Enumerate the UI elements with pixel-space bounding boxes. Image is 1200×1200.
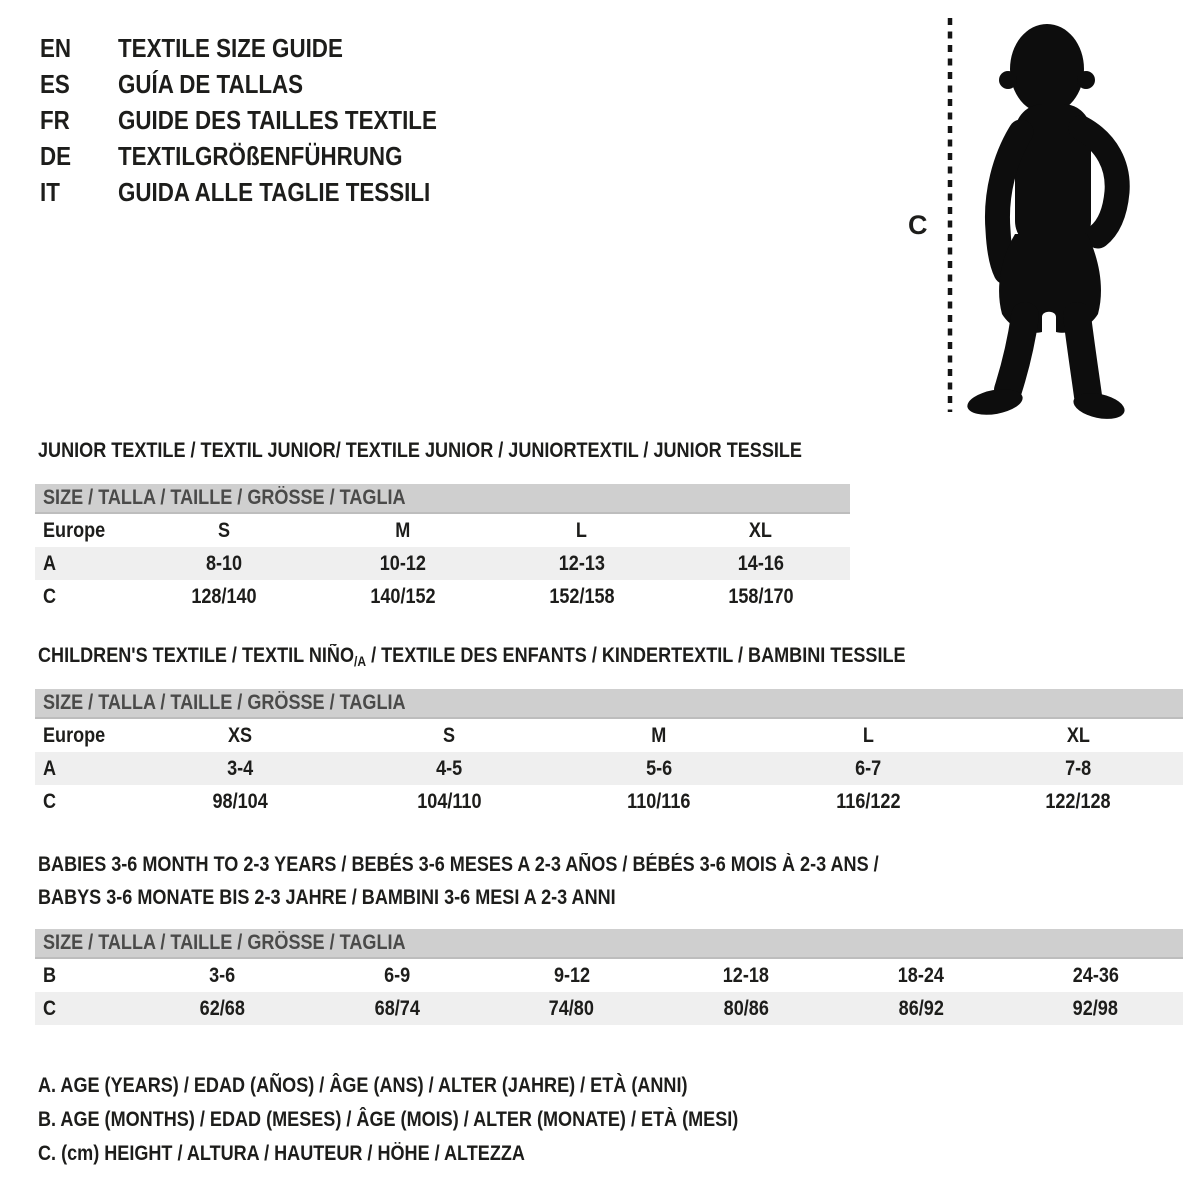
section-title-text: CHILDREN'S TEXTILE / TEXTIL $NIÑO_{/A}$ / TEXTILE DES ENFANTS / KINDERTEXTIL / BAMBINI TESSILE [38,644,906,669]
height-cell: 74/80 [549,996,595,1020]
table-row-age [35,547,850,580]
row-label: C [43,996,57,1020]
size-cell: S [443,723,456,747]
size-cell: L [576,518,588,542]
table-header-text: SIZE / TALLA / TAILLE / GRÖSSE / TAGLIA [43,931,406,954]
age-cell: 8-10 [206,551,243,575]
height-cell: 122/128 [1045,789,1111,813]
table-row-height [35,785,1183,818]
height-cell: 104/110 [417,789,482,813]
height-cell: 158/170 [727,584,794,608]
table-header-text: SIZE / TALLA / TAILLE / GRÖSSE / TAGLIA [43,486,406,509]
age-cell: 12-18 [723,963,770,987]
toddler-silhouette-icon [965,24,1127,420]
age-cell: 10-12 [380,551,427,575]
guide-title: TEXTILGRÖßENFÜHRUNG [118,140,403,171]
age-cell: 7-8 [1065,756,1092,780]
section-title-children [38,639,1047,678]
age-cell: 3-6 [209,963,236,987]
size-cell: XS [227,723,252,747]
language-code: DE [40,140,72,171]
table-header [35,484,850,514]
dimension-legend [38,1069,852,1171]
row-label: A [43,756,57,780]
guide-title: GUIDE DES TAILLES TEXTILE [118,104,437,135]
height-cell: 128/140 [191,584,258,608]
language-row [40,138,489,174]
row-label: Europe [43,518,106,542]
age-cell: 24-36 [1072,963,1119,987]
size-cell: L [863,723,875,747]
legend-line-c [38,1137,852,1171]
table-row-age-months [35,959,1183,992]
language-row [40,66,489,102]
language-row [40,174,489,210]
language-row [40,102,489,138]
table-row-height [35,992,1183,1025]
age-cell: 18-24 [897,963,945,987]
table-header [35,689,1183,719]
height-dimension-label: C [908,210,928,240]
table-row-height [35,580,850,613]
guide-title: TEXTILE SIZE GUIDE [118,32,343,63]
row-label: B [43,963,57,987]
height-cell: 152/158 [549,584,615,608]
table-row-age [35,752,1183,785]
age-cell: 14-16 [737,551,784,575]
table-header-text: SIZE / TALLA / TAILLE / GRÖSSE / TAGLIA [43,691,406,714]
row-label: C [43,584,57,608]
age-cell: 3-4 [226,756,253,780]
children-size-table [35,689,1183,818]
legend-text: C. (cm) HEIGHT / ALTURA / HAUTEUR / HÖHE / ALTEZZA [38,1142,525,1165]
language-code: ES [40,68,70,99]
guide-title: GUIDA ALLE TAGLIE TESSILI [118,176,431,207]
language-row [40,30,489,66]
age-cell: 4-5 [436,756,463,780]
height-cell: 116/122 [836,789,901,813]
table-row-europe [35,719,1183,752]
section-title-babies [38,848,1016,914]
age-cell: 6-9 [383,963,411,987]
height-cell: 140/152 [370,584,436,608]
height-cell: 86/92 [898,996,944,1020]
height-cell: 80/86 [723,996,769,1020]
height-cell: 62/68 [199,996,245,1020]
table-row-europe [35,514,850,547]
language-code: EN [40,32,72,63]
size-cell: XL [749,518,773,542]
babies-size-table [35,929,1183,1025]
age-cell: 6-7 [855,756,882,780]
section-title-text: BABYS 3-6 MONATE BIS 2-3 JAHRE / BAMBINI 3-6 MESI A 2-3 ANNI [38,886,616,909]
section-title-junior [38,434,926,467]
legend-line-b [38,1103,852,1137]
junior-size-table [35,484,850,613]
row-label: Europe [43,723,106,747]
row-label: C [43,789,57,813]
size-cell: S [218,518,231,542]
size-cell: M [651,723,667,747]
nino-a-subscript: /A [354,653,367,669]
height-cell: 68/74 [374,996,420,1020]
language-list [40,30,489,210]
height-cell: 110/116 [627,789,691,813]
height-cell: 98/104 [212,789,268,813]
legend-line-a [38,1069,852,1103]
size-cell: XL [1066,723,1090,747]
toddler-silhouette-figure [905,10,1155,420]
height-cell: 92/98 [1073,996,1119,1020]
guide-title: GUÍA DE TALLAS [118,68,304,99]
section-title-text: JUNIOR TEXTILE / TEXTIL JUNIOR/ TEXTILE JUNIOR / JUNIORTEXTIL / JUNIOR TESSILE [38,439,802,462]
table-header [35,929,1183,959]
legend-text: A. AGE (YEARS) / EDAD (AÑOS) / ÂGE (ANS) / ALTER (JAHRE) / ETÀ (ANNI) [38,1074,688,1097]
legend-text: B. AGE (MONTHS) / EDAD (MESES) / ÂGE (MOIS) / ALTER (MONATE) / ETÀ (MESI) [38,1108,739,1131]
age-cell: 9-12 [553,963,590,987]
language-code: FR [40,104,70,135]
language-code: IT [40,176,60,207]
row-label: A [43,551,57,575]
size-cell: M [395,518,411,542]
age-cell: 12-13 [558,551,605,575]
age-cell: 5-6 [645,756,673,780]
section-title-text: BABIES 3-6 MONTH TO 2-3 YEARS / BEBÉS 3-6 MESES A 2-3 AÑOS / BÉBÉS 3-6 MOIS À 2-3 ANS / [38,853,879,876]
